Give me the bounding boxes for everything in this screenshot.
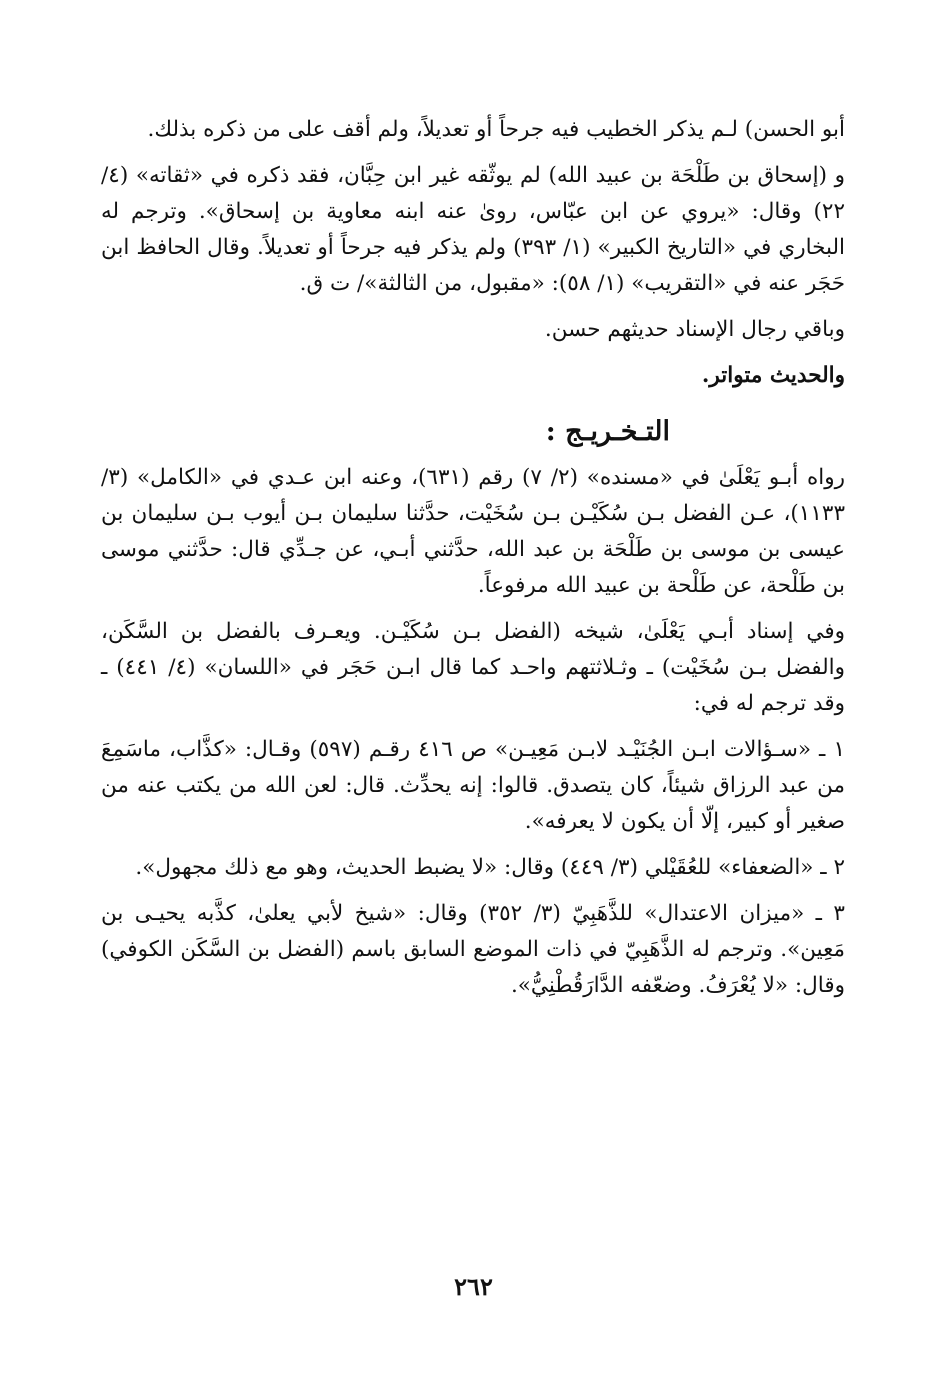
paragraph-hadith-mutawatir: والحديث متواتر. — [701, 363, 845, 388]
section-heading-takhrij: التـخـريـج : — [545, 416, 670, 447]
page-body — [101, 112, 845, 1342]
list-item-ibn-al-junayd: ١ ـ «سـؤالات ابـن الجُنَيْـد لابـن مَعِيـن» ص ٤١٦ رقـم (٥٩٧) وقـال: «كذَّاب، ماسَمِعَ من عبد الرزاق شيئاً، كان يتصدق. قالوا: إنه يحدِّث. قال: لعن الله من يكتب عنه من صغير أو كبير، إلّا أن يكون لا يعرفه». — [101, 737, 845, 834]
paragraph-isnad-fadl: وفي إسناد أبـي يَعْلَىٰ، شيخه (الفضل بـن سُكَيْـن. ويعـرف بالفضل بن السَّكَن، والفضل بـن سُخَيْت) ـ وثـلاثتهم واحـد كما قال ابـن حَجَر في «اللسان» (٤/ ٤٤١) ـ وقد ترجم له في: — [101, 619, 845, 716]
list-item-al-uqayli: ٢ ـ «الضعفاء» للعُقَيْلي (٣/ ٤٤٩) وقال: «لا يضبط الحديث، وهو مع ذلك مجهول». — [135, 855, 845, 880]
paragraph-remaining-narrators: وباقي رجال الإسناد حديثهم حسن. — [544, 317, 845, 342]
page-number: ٢٦٢ — [454, 1272, 493, 1301]
paragraph-takhrij-abu-yala: رواه أبـو يَعْلَىٰ في «مسنده» (٢/ ٧) رقم (٦٣١)، وعنه ابن عـدي في «الكامل» (٣/ ١١٣٣)، عـن الفضل بـن سُكَيْـن بـن سُخَيْت، حدَّثنا سليمان بـن أيوب بـن سليمان بن عيسى بن موسى بن طَلْحَة بن عبد الله، حدَّثني أبـي، عن جـدِّي قال: حدَّثني موسى بن طَلْحة، عن طَلْحة بن عبيد الله مرفوعاً. — [101, 465, 846, 598]
list-item-mizan: ٣ ـ «ميزان الاعتدال» للذَّهَبِيّ (٣/ ٣٥٢) وقال: «شيخ لأبي يعلىٰ، كذَّبه يحيـى بن مَعِين». وترجم له الذَّهَبِيّ في ذات الموضع السابق باسم (الفضل بن السَّكَن الكوفي) وقال: «لا يُعْرَفُ. وضعّفه الدَّارَقُطْنِيُّ». — [101, 901, 845, 998]
paragraph-abu-al-hasan: أبو الحسن) لـم يذكر الخطيب فيه جرحاً أو تعديلاً، ولم أقف على من ذكره بذلك. — [147, 117, 845, 142]
paragraph-ishaq-bin-talha: و (إسحاق بن طَلْحَة بن عبيد الله) لم يوثّقه غير ابن حِبَّان، فقد ذكره في «ثقاته» (٤/ ٢٢) وقال: «يروي عن ابن عبّاس، روىٰ عنه ابنه معاوية بن إسحاق». وترجم له البخاري في «التاريخ الكبير» (١/ ٣٩٣) ولم يذكر فيه جرحاً أو تعديلاً. وقال الحافظ ابن حَجَر عنه في «التقريب» (١/ ٥٨): «مقبول، من الثالثة»/ ت ق. — [101, 163, 846, 296]
